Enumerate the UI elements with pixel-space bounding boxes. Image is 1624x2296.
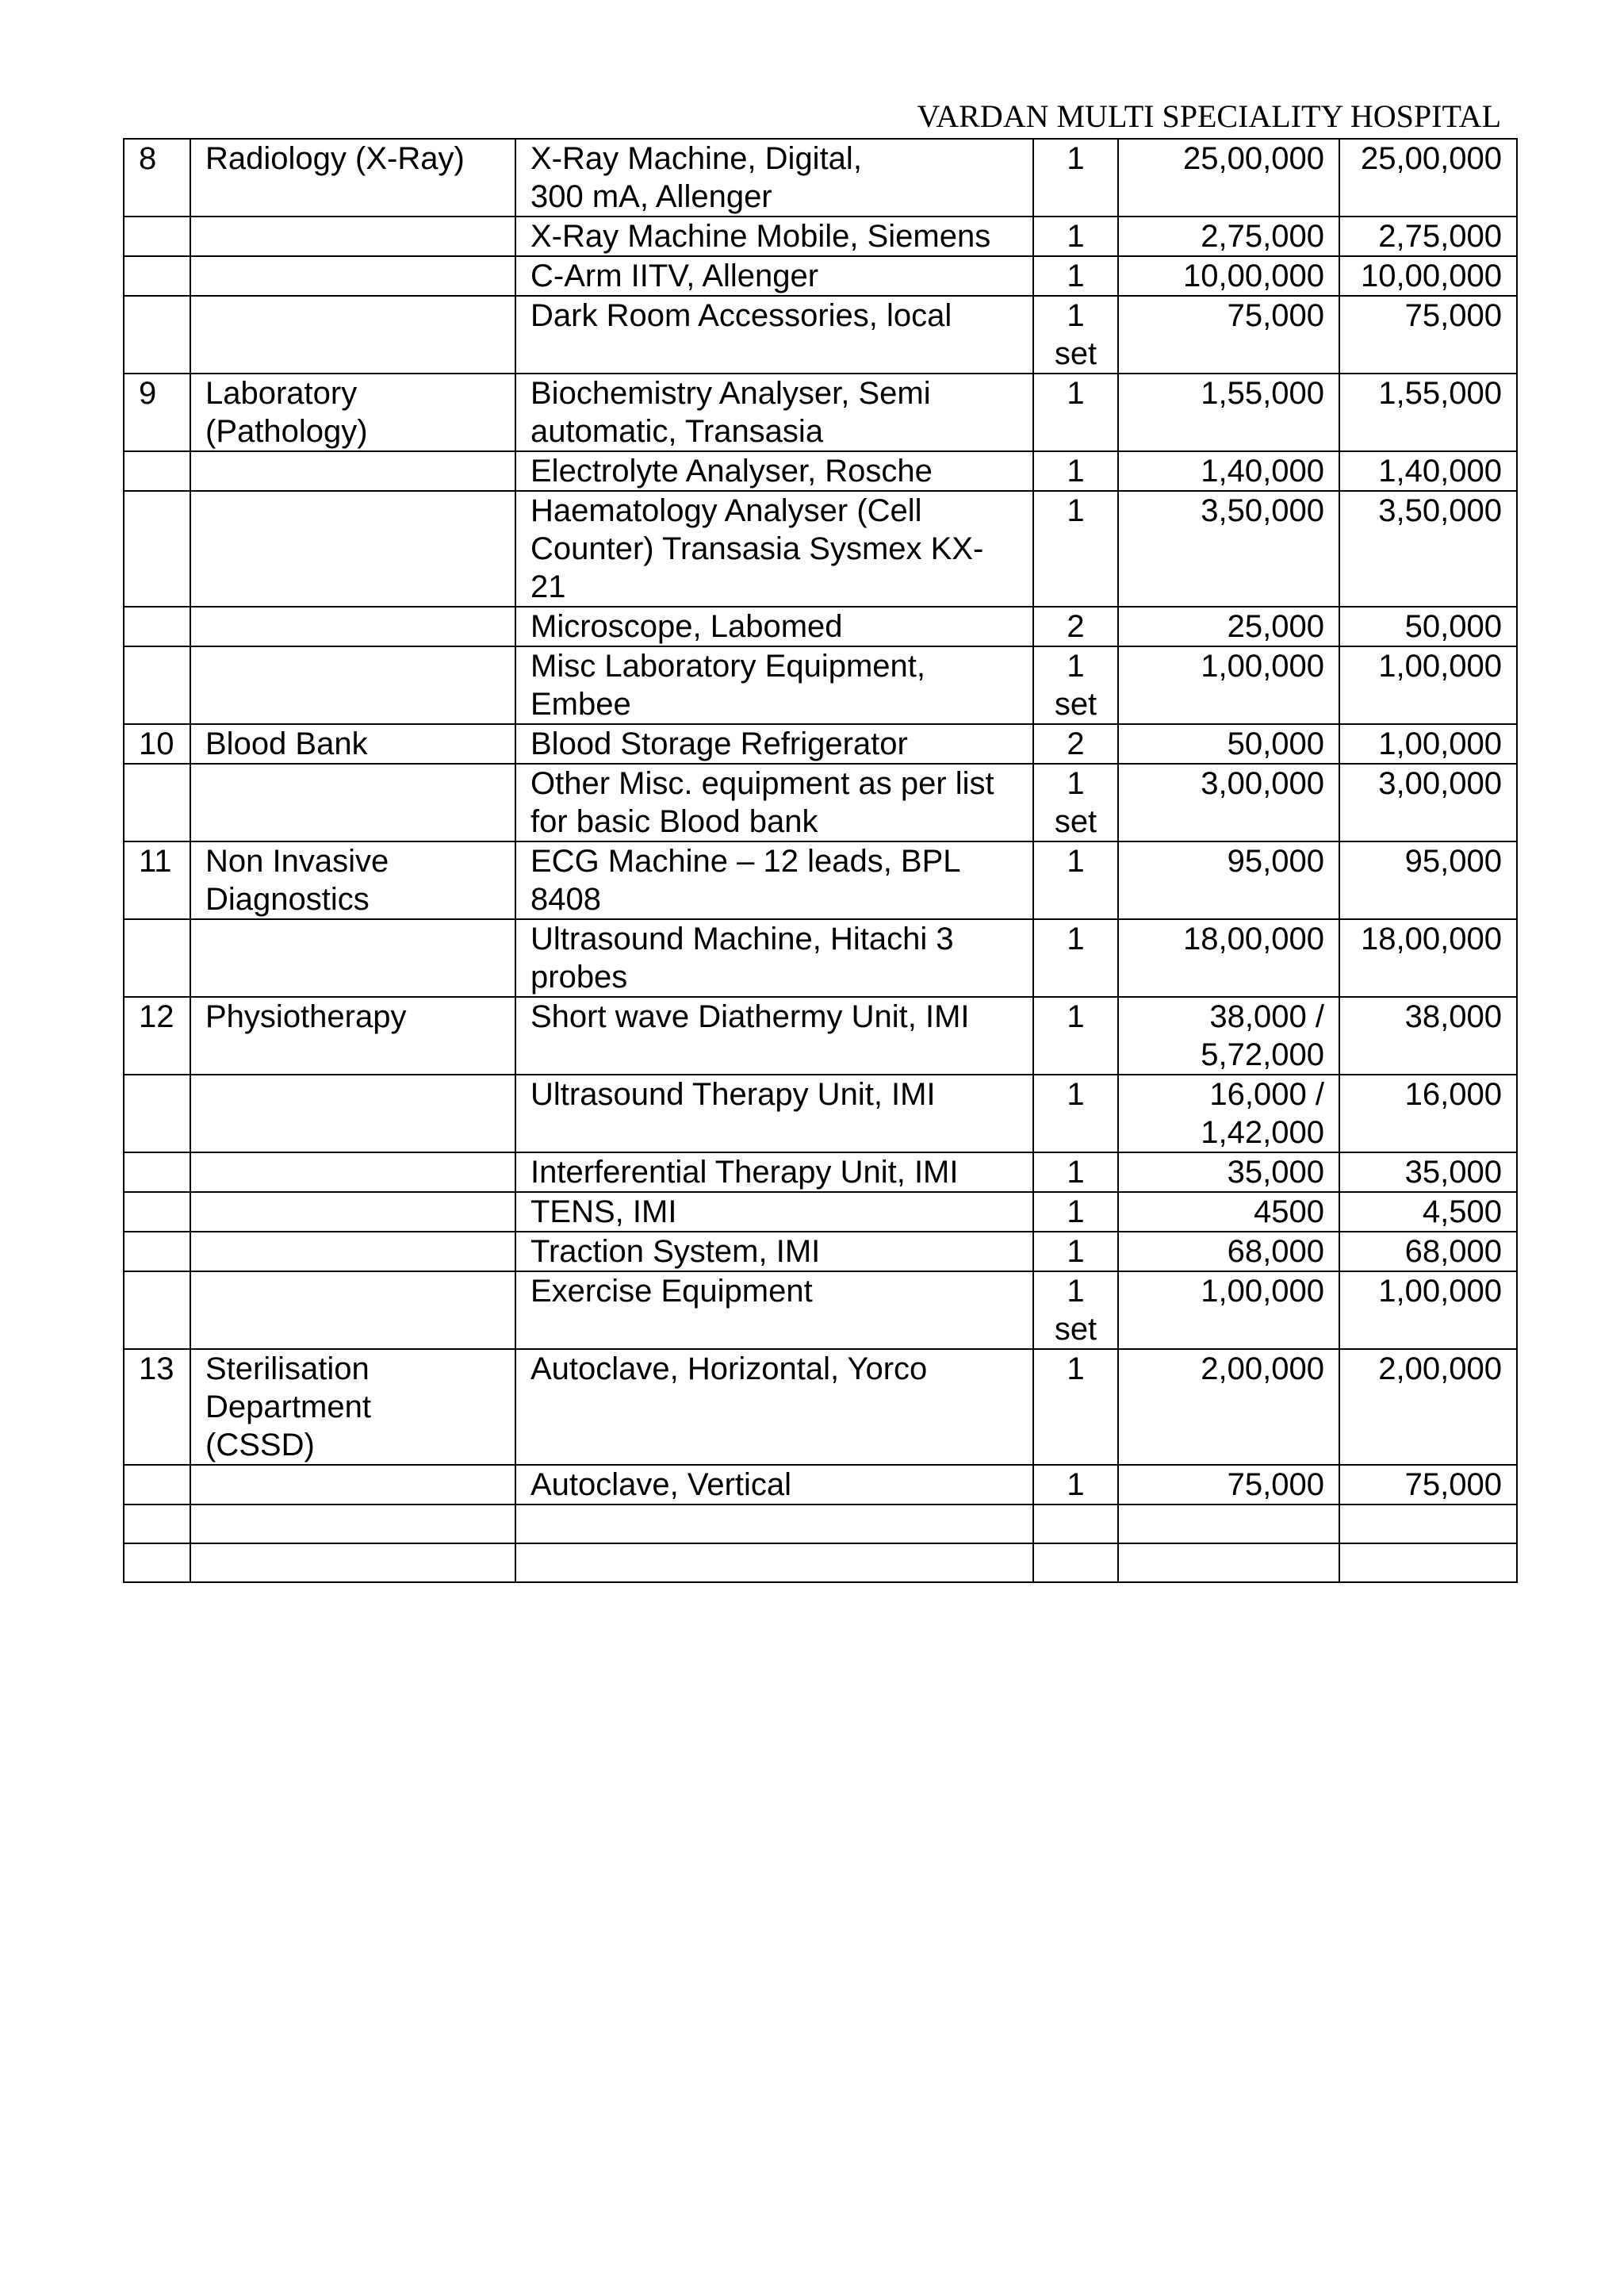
- rate-cell: 16,000 / 1,42,000: [1118, 1075, 1339, 1152]
- amount-cell: 1,55,000: [1339, 374, 1517, 451]
- amount-cell: 2,00,000: [1339, 1349, 1517, 1465]
- quantity-cell: 1: [1033, 919, 1118, 997]
- department-cell: [190, 1075, 515, 1152]
- quantity-cell: 1 set: [1033, 296, 1118, 374]
- amount-cell: 2,75,000: [1339, 217, 1517, 256]
- serial-number-cell: [124, 1075, 190, 1152]
- equipment-cell: Haematology Analyser (Cell Counter) Transasia Sysmex KX- 21: [515, 491, 1033, 607]
- serial-number-cell: [124, 1504, 190, 1543]
- equipment-cell: Autoclave, Vertical: [515, 1465, 1033, 1504]
- department-cell: [190, 1232, 515, 1271]
- amount-cell: 1,40,000: [1339, 451, 1517, 491]
- amount-cell: 50,000: [1339, 607, 1517, 646]
- quantity-cell: [1033, 1504, 1118, 1543]
- equipment-cell: TENS, IMI: [515, 1192, 1033, 1232]
- equipment-cell: Exercise Equipment: [515, 1271, 1033, 1349]
- department-cell: [190, 296, 515, 374]
- department-cell: Non Invasive Diagnostics: [190, 841, 515, 919]
- quantity-cell: 1: [1033, 451, 1118, 491]
- table-row: [124, 607, 1517, 646]
- serial-number-cell: [124, 1232, 190, 1271]
- department-cell: Sterilisation Department (CSSD): [190, 1349, 515, 1465]
- equipment-cell: X-Ray Machine, Digital, 300 mA, Allenger: [515, 139, 1033, 217]
- serial-number-cell: 12: [124, 997, 190, 1075]
- quantity-cell: 1: [1033, 1075, 1118, 1152]
- department-cell: [190, 1152, 515, 1192]
- department-cell: Physiotherapy: [190, 997, 515, 1075]
- department-cell: [190, 1271, 515, 1349]
- department-cell: [190, 1465, 515, 1504]
- amount-cell: 75,000: [1339, 296, 1517, 374]
- equipment-cell: Microscope, Labomed: [515, 607, 1033, 646]
- equipment-cell: [515, 1543, 1033, 1582]
- table-row: [124, 1465, 1517, 1504]
- equipment-cell: Traction System, IMI: [515, 1232, 1033, 1271]
- serial-number-cell: [124, 1465, 190, 1504]
- amount-cell: 35,000: [1339, 1152, 1517, 1192]
- department-cell: [190, 1192, 515, 1232]
- quantity-cell: 1: [1033, 256, 1118, 296]
- serial-number-cell: [124, 764, 190, 841]
- rate-cell: 18,00,000: [1118, 919, 1339, 997]
- rate-cell: 2,00,000: [1118, 1349, 1339, 1465]
- table-row: [124, 1152, 1517, 1192]
- department-cell: [190, 491, 515, 607]
- department-cell: Laboratory (Pathology): [190, 374, 515, 451]
- amount-cell: 68,000: [1339, 1232, 1517, 1271]
- equipment-cell: Biochemistry Analyser, Semi automatic, Transasia: [515, 374, 1033, 451]
- page-header: VARDAN MULTI SPECIALITY HOSPITAL: [917, 98, 1501, 134]
- amount-cell: 38,000: [1339, 997, 1517, 1075]
- serial-number-cell: 10: [124, 724, 190, 764]
- serial-number-cell: 13: [124, 1349, 190, 1465]
- rate-cell: 38,000 / 5,72,000: [1118, 997, 1339, 1075]
- table-row: [124, 1543, 1517, 1582]
- rate-cell: 25,000: [1118, 607, 1339, 646]
- rate-cell: 95,000: [1118, 841, 1339, 919]
- equipment-cell: Electrolyte Analyser, Rosche: [515, 451, 1033, 491]
- amount-cell: 4,500: [1339, 1192, 1517, 1232]
- serial-number-cell: [124, 256, 190, 296]
- serial-number-cell: [124, 1152, 190, 1192]
- quantity-cell: 2: [1033, 724, 1118, 764]
- table-row: [124, 451, 1517, 491]
- amount-cell: 16,000: [1339, 1075, 1517, 1152]
- quantity-cell: 1: [1033, 841, 1118, 919]
- quantity-cell: 1: [1033, 1465, 1118, 1504]
- quantity-cell: 1: [1033, 491, 1118, 607]
- serial-number-cell: [124, 1192, 190, 1232]
- department-cell: Radiology (X-Ray): [190, 139, 515, 217]
- table-row: [124, 1192, 1517, 1232]
- department-cell: [190, 256, 515, 296]
- rate-cell: 75,000: [1118, 296, 1339, 374]
- table-row: [124, 1271, 1517, 1349]
- rate-cell: 35,000: [1118, 1152, 1339, 1192]
- rate-cell: 1,00,000: [1118, 1271, 1339, 1349]
- amount-cell: 1,00,000: [1339, 724, 1517, 764]
- quantity-cell: 1 set: [1033, 646, 1118, 724]
- rate-cell: 68,000: [1118, 1232, 1339, 1271]
- serial-number-cell: [124, 1271, 190, 1349]
- equipment-cell: Ultrasound Machine, Hitachi 3 probes: [515, 919, 1033, 997]
- quantity-cell: 1: [1033, 1192, 1118, 1232]
- table-row: [124, 724, 1517, 764]
- table-row: [124, 997, 1517, 1075]
- rate-cell: 2,75,000: [1118, 217, 1339, 256]
- department-cell: [190, 1504, 515, 1543]
- table-row: [124, 491, 1517, 607]
- rate-cell: 1,00,000: [1118, 646, 1339, 724]
- rate-cell: 1,55,000: [1118, 374, 1339, 451]
- serial-number-cell: 9: [124, 374, 190, 451]
- equipment-table-body: [124, 139, 1517, 1582]
- amount-cell: 1,00,000: [1339, 646, 1517, 724]
- quantity-cell: 1 set: [1033, 1271, 1118, 1349]
- amount-cell: [1339, 1504, 1517, 1543]
- table-row: [124, 217, 1517, 256]
- table-row: [124, 919, 1517, 997]
- table-row: [124, 1232, 1517, 1271]
- amount-cell: 18,00,000: [1339, 919, 1517, 997]
- rate-cell: 10,00,000: [1118, 256, 1339, 296]
- equipment-cell: Ultrasound Therapy Unit, IMI: [515, 1075, 1033, 1152]
- rate-cell: 25,00,000: [1118, 139, 1339, 217]
- amount-cell: 10,00,000: [1339, 256, 1517, 296]
- department-cell: [190, 1543, 515, 1582]
- equipment-table: [123, 138, 1518, 1583]
- table-row: [124, 1075, 1517, 1152]
- serial-number-cell: [124, 607, 190, 646]
- table-row: [124, 764, 1517, 841]
- table-row: [124, 1504, 1517, 1543]
- department-cell: [190, 646, 515, 724]
- serial-number-cell: [124, 646, 190, 724]
- department-cell: [190, 764, 515, 841]
- quantity-cell: 1 set: [1033, 764, 1118, 841]
- table-row: [124, 841, 1517, 919]
- serial-number-cell: [124, 919, 190, 997]
- department-cell: [190, 217, 515, 256]
- quantity-cell: 1: [1033, 1232, 1118, 1271]
- amount-cell: 25,00,000: [1339, 139, 1517, 217]
- rate-cell: [1118, 1543, 1339, 1582]
- rate-cell: 3,50,000: [1118, 491, 1339, 607]
- serial-number-cell: 8: [124, 139, 190, 217]
- rate-cell: 4500: [1118, 1192, 1339, 1232]
- serial-number-cell: [124, 451, 190, 491]
- amount-cell: [1339, 1543, 1517, 1582]
- equipment-cell: C-Arm IITV, Allenger: [515, 256, 1033, 296]
- table-row: [124, 139, 1517, 217]
- quantity-cell: [1033, 1543, 1118, 1582]
- amount-cell: 3,00,000: [1339, 764, 1517, 841]
- department-cell: [190, 607, 515, 646]
- department-cell: Blood Bank: [190, 724, 515, 764]
- quantity-cell: 1: [1033, 139, 1118, 217]
- equipment-cell: Other Misc. equipment as per list for basic Blood bank: [515, 764, 1033, 841]
- equipment-cell: Interferential Therapy Unit, IMI: [515, 1152, 1033, 1192]
- amount-cell: 75,000: [1339, 1465, 1517, 1504]
- amount-cell: 3,50,000: [1339, 491, 1517, 607]
- quantity-cell: 1: [1033, 997, 1118, 1075]
- equipment-cell: Dark Room Accessories, local: [515, 296, 1033, 374]
- equipment-cell: X-Ray Machine Mobile, Siemens: [515, 217, 1033, 256]
- rate-cell: [1118, 1504, 1339, 1543]
- table-row: [124, 256, 1517, 296]
- rate-cell: 75,000: [1118, 1465, 1339, 1504]
- equipment-cell: Blood Storage Refrigerator: [515, 724, 1033, 764]
- quantity-cell: 1: [1033, 1349, 1118, 1465]
- rate-cell: 3,00,000: [1118, 764, 1339, 841]
- quantity-cell: 1: [1033, 374, 1118, 451]
- quantity-cell: 1: [1033, 217, 1118, 256]
- quantity-cell: 1: [1033, 1152, 1118, 1192]
- rate-cell: 50,000: [1118, 724, 1339, 764]
- department-cell: [190, 919, 515, 997]
- amount-cell: 95,000: [1339, 841, 1517, 919]
- rate-cell: 1,40,000: [1118, 451, 1339, 491]
- equipment-cell: Misc Laboratory Equipment, Embee: [515, 646, 1033, 724]
- table-row: [124, 1349, 1517, 1465]
- table-row: [124, 296, 1517, 374]
- serial-number-cell: [124, 491, 190, 607]
- quantity-cell: 2: [1033, 607, 1118, 646]
- equipment-cell: [515, 1504, 1033, 1543]
- amount-cell: 1,00,000: [1339, 1271, 1517, 1349]
- department-cell: [190, 451, 515, 491]
- serial-number-cell: [124, 217, 190, 256]
- equipment-cell: ECG Machine – 12 leads, BPL 8408: [515, 841, 1033, 919]
- table-row: [124, 374, 1517, 451]
- equipment-cell: Short wave Diathermy Unit, IMI: [515, 997, 1033, 1075]
- table-row: [124, 646, 1517, 724]
- serial-number-cell: [124, 296, 190, 374]
- serial-number-cell: 11: [124, 841, 190, 919]
- serial-number-cell: [124, 1543, 190, 1582]
- equipment-cell: Autoclave, Horizontal, Yorco: [515, 1349, 1033, 1465]
